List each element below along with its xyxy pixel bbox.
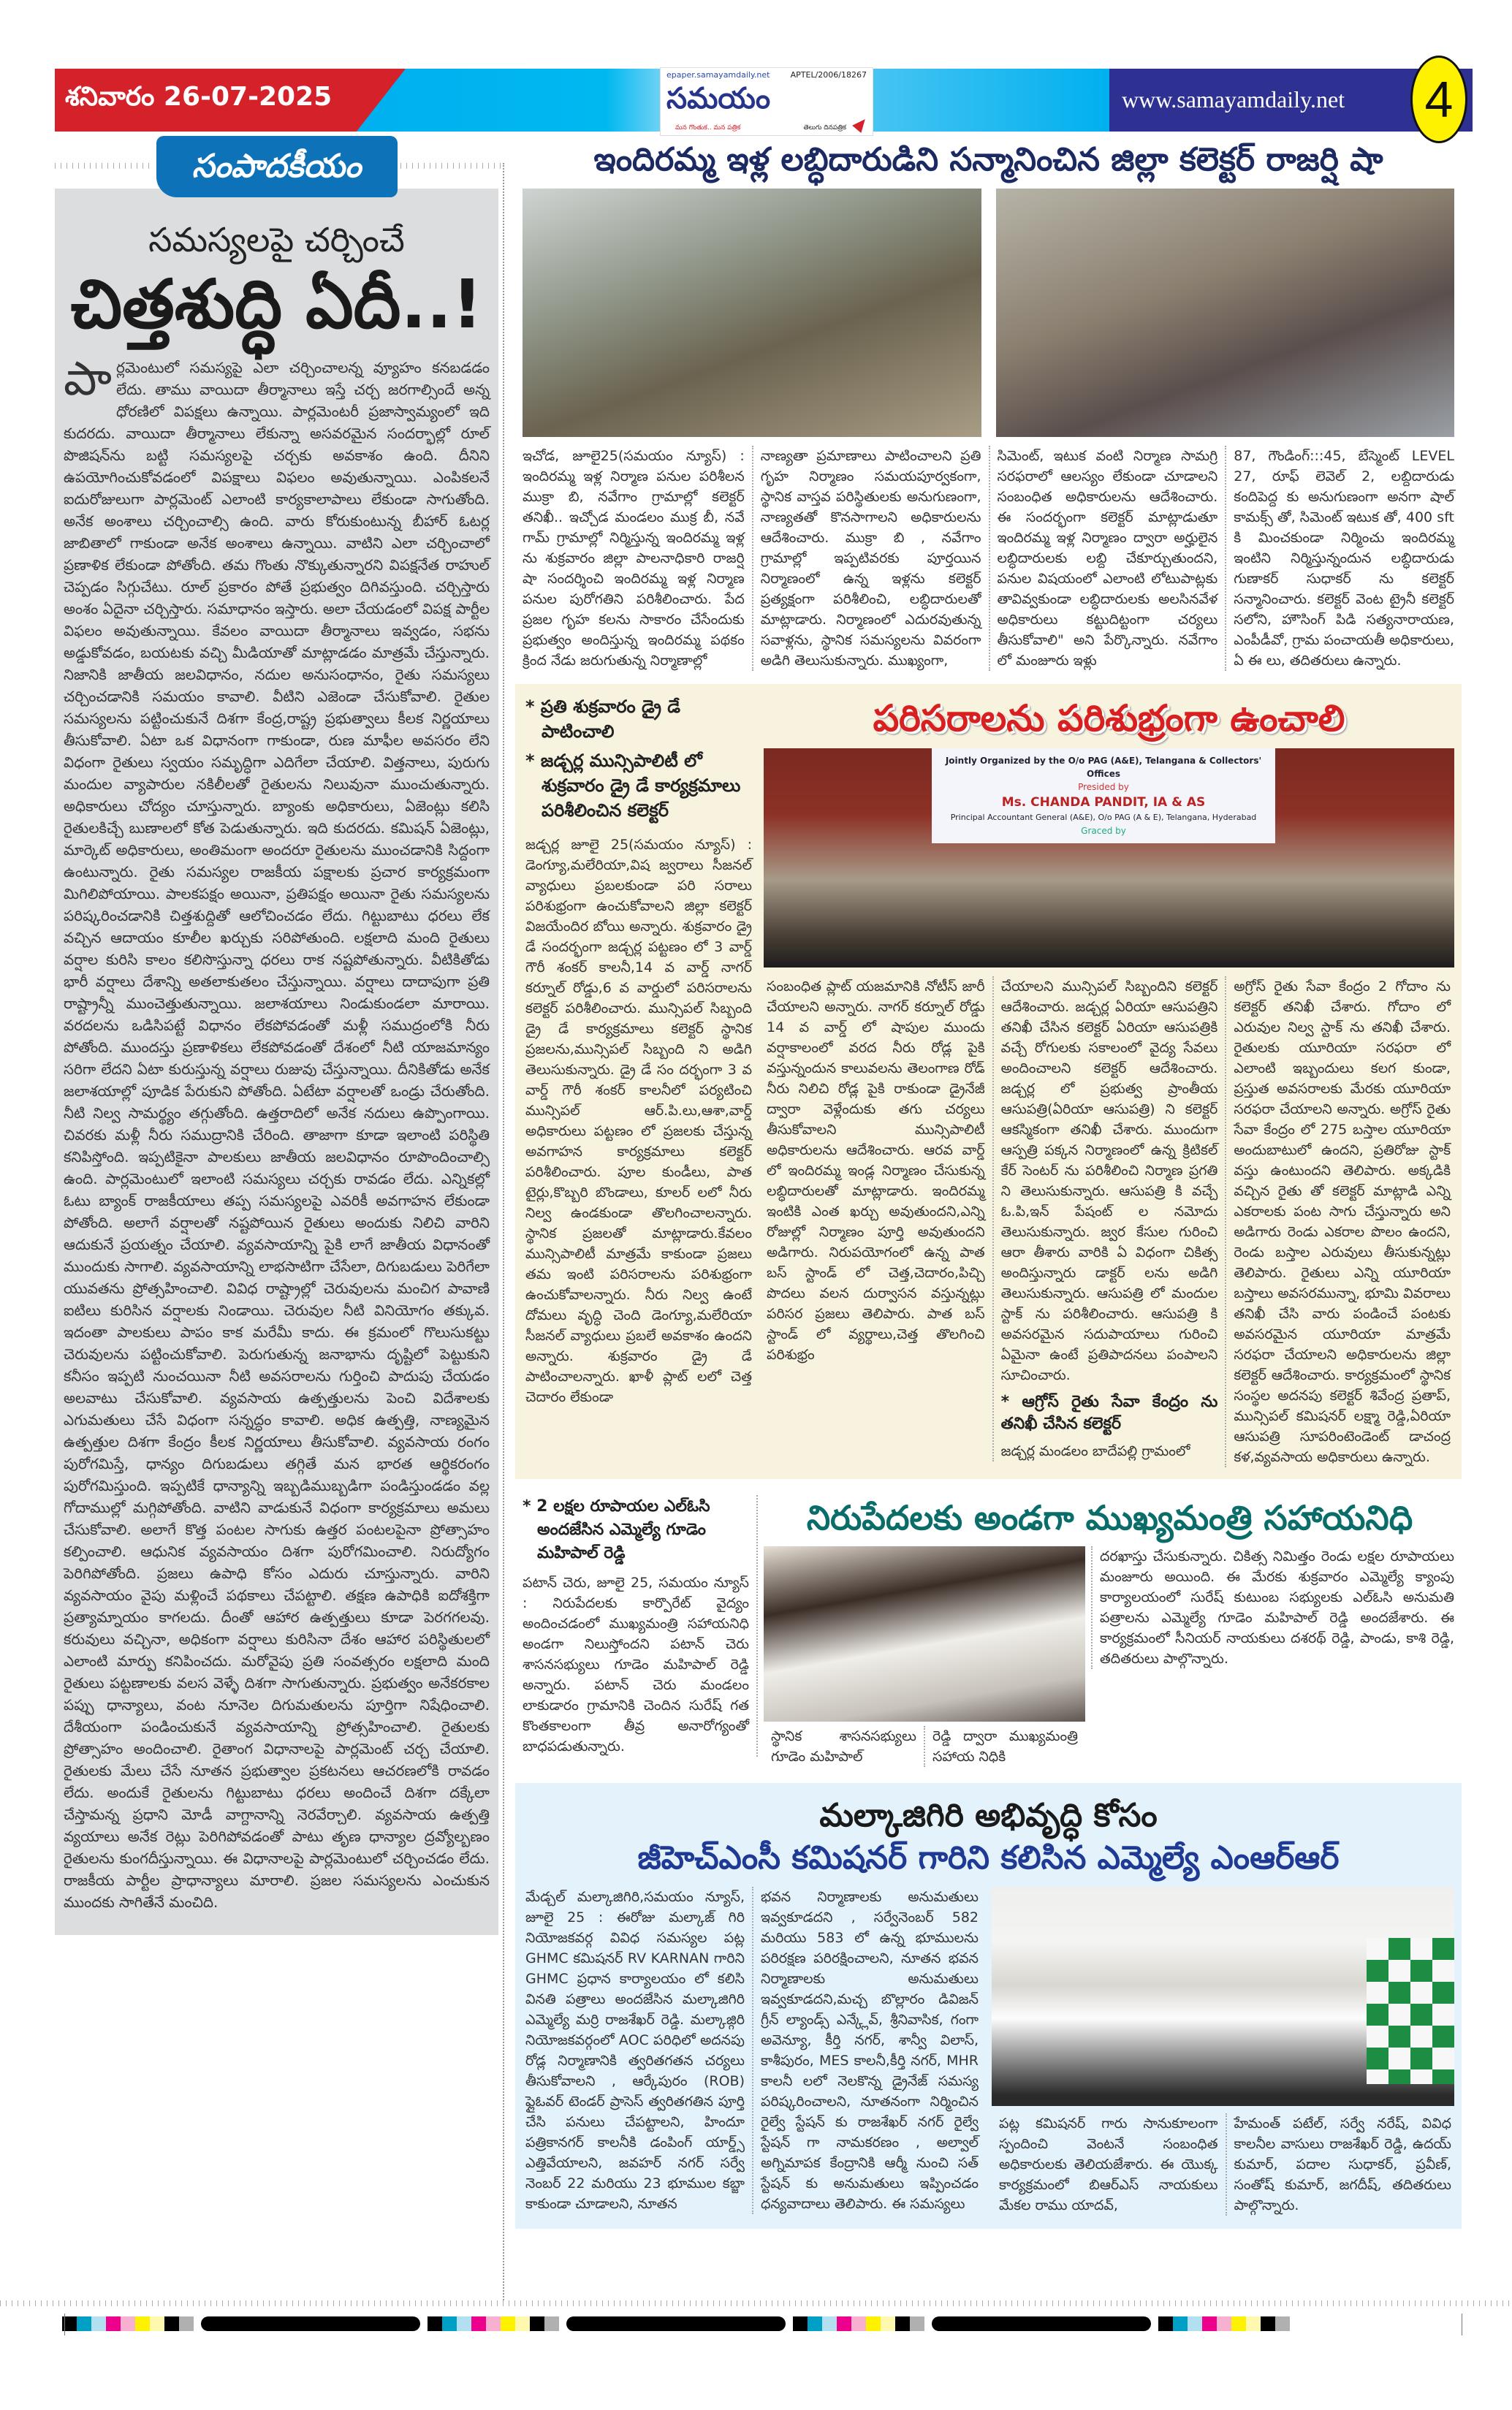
- pen-nib-icon: [852, 115, 870, 133]
- color-swatch: [837, 2316, 851, 2331]
- event-banner: [932, 748, 1275, 843]
- page-footer: [0, 2300, 1512, 2331]
- registration-mark: [64, 2314, 65, 2335]
- color-swatch: [457, 2316, 471, 2331]
- story1-photos: [523, 189, 1454, 437]
- tagline-right: తెలుగు దినపత్రిక: [803, 124, 846, 132]
- color-swatch: [1246, 2316, 1261, 2331]
- color-swatch: [1217, 2316, 1231, 2331]
- decorative-border: [0, 2300, 1512, 2306]
- story3-lead-text: పటాన్ చెరు, జూలై 25, సమయం న్యూస్ : నిరుపేదలకు కార్పొరేట్ వైద్యం అందించడంలో ముఖ్యమంత్రి సహాయనిధి అండగా నిలుస్తోందని పటాన్ చెరు శాసనసభ్యులు గూడెం మహిపాల్ రెడ్డి అన్నారు. పటాన్ చెరు మండలం లాకుడారం గ్రామానికి చెందిన సురేష్ గత కొంతకాలంగా తీవ్ర అనారోగ్యంతో బాధపడుతున్నారు.: [523, 1575, 749, 1755]
- story2-bullet: * జడ్చర్ల మున్సిపాలిటీ లో శుక్రవారం డ్రై డే కార్యక్రమాలు పరిశీలించిన కలెక్టర్: [525, 750, 741, 821]
- masthead-cyan-band-right: [872, 69, 1109, 132]
- main-news-area: [515, 139, 1462, 2229]
- story3-photo-cheque: [764, 1546, 1085, 1722]
- color-swatch: [1188, 2316, 1202, 2331]
- story2-column-text: చేయాలని మున్సిపల్ సిబ్బందిని కలెక్టర్ ఆదేశించారు. జడ్చర్ల ఏరియా ఆసుపత్రిని తనిఖీ చేసిన కలెక్టర్ ఏరియా ఆసుపత్రికి వచ్చే రోగులకు సకాలంలో వైద్య సేవలు అందించాలని కలెక్టర్ ఆదేశించారు. జడ్చర్ల లో ప్రభుత్వ ప్రాంతీయ ఆసుపత్రి(ఏరియా ఆసుపత్రి) ని కలెక్టర్ ఆకస్మికంగా తనిఖీ చేశారు. ముందుగా ఆస్పత్రి పక్కన నిర్మాణంలో ఉన్న క్రిటికల్ కేర్ సెంటర్ ను పరిశీలించి నిర్మాణ ప్రగతి ని తెలుసుకున్నారు. ఆసుపత్రి కి వచ్చే ఓ.పి,ఇన్ పేషంట్ ల నమోదు తెలుసుకున్నారు. జ్వర కేసుల గురించి ఆరా తీశారు వారికి ఏ విధంగా చికిత్స అందిస్తున్నారు డాక్టర్ లను అడిగి తెలుసుకున్నారు. ఆసుపత్రి లో మందుల స్టాక్ ను పరిశీలించారు. ఆసుపత్రి కి అవసరమైన సదుపాయాలు గురించి ఏమైనా ఉంటే ప్రతిపాదనలు పంపాలని సూచించారు.: [1000, 978, 1218, 1383]
- story2-left: [518, 694, 759, 1407]
- story4-body: [518, 1887, 986, 2214]
- story2-subhead: * ఆగ్రోస్ రైతు సేవా కేంద్రం ను తనిఖీ చేసిన కలెక్టర్: [1000, 1393, 1218, 1433]
- editorial-kicker: సమస్యలపై చర్చించే: [148, 220, 405, 259]
- registration-number: APTEL/2006/18267: [790, 70, 867, 80]
- story4-column: పట్ల కమిషనర్ గారు సానుకూలంగా స్పందించి వెంటనే సంబంధిత అధికారులకు తెలియజేశారు. ఈ యొక్క కార్యక్రమంలో బిఆర్ఎస్ నాయకులు మేకల రాము యాదవ్,: [999, 2116, 1218, 2213]
- story4-right: [986, 1887, 1459, 2216]
- banner-line: Presided by: [1078, 782, 1129, 792]
- story4-panel: [515, 1783, 1462, 2229]
- story3: [515, 1495, 1462, 1767]
- story3-left: [515, 1495, 758, 1757]
- story1-photo-honor: [996, 189, 1455, 437]
- color-swatch: [793, 2316, 808, 2331]
- story3-right-text: దరఖాస్తు చేసుకున్నారు. చికిత్స నిమిత్తం రెండు లక్షల రూపాయలు మంజూరు అయింది. ఈ మేరకు శుక్రవారం ఎమ్మెల్యే క్యాంపు కార్యాలయంలో సురేష్ కుటుంబ సభ్యులకు ఎల్ఓసి అనుమతి పత్రాలను ఎమ్మెల్యే గూడెం మహిపాల్ రెడ్డి అందజేశారు. ఈ కార్యక్రమంలో సీనియర్ నాయకులు దశరథ్ రెడ్డి, పాండు, కాశి రెడ్డి, తదితరులు పాల్గొన్నారు.: [1091, 1546, 1462, 1669]
- story2-lead-text: జడ్చర్ల జూలై 25(సమయం న్యూస్) : డెంగ్యూ,మలేరియా,విష జ్వరాలు సీజనల్ వ్యాధులు ప్రబలకుండా పరి సరాలు పరిశుభ్రంగా ఉంచుకోవాలని జిల్లా కలెక్టర్ విజయేందిర బోయి అన్నారు. శుక్రవారం డ్రై డే సందర్భంగా జడ్చర్ల పట్టణం లో 3 వార్డ్ గౌరీ శంకర్ కాలనీ,14 వ వార్డ్ నాగర్ కర్నూల్ రోడ్డు,6 వ వార్డులో పరిసరాలను కలెక్టర్ పరిశీలించారు. మున్సిపల్ సిబ్బంది డ్రై డే కార్యక్రమాలు కలెక్టర్ స్థానిక ప్రజలను,మున్సిపల్ సిబ్బంది ని అడిగి తెలుసుకున్నారు. డ్రై డే సం దర్భంగా 3 వ వార్డ్ గౌరీ శంకర్ కాలనీలో పర్యటించి మున్సిపల్ ఆర్.పి.లు,ఆశా,వార్డ్ అధికారులు పట్టణం లో ప్రజలకు చేస్తున్న అవగాహన కార్యక్రమాలు కలెక్టర్ పరిశీలించారు. పూల కుండీలు, పాత టైర్లు,కొబ్బరి బొండాలు, కూలర్ లలో నీరు నిల్వ ఉండకుండా తొలగించాలన్నారు. స్థానిక ప్రజలతో మాట్లాడారు.కేవలం మున్సిపాలిటీ మాత్రమే కాకుండా ప్రజలు తమ ఇంటి పరిసరాలను పరిశుభ్రంగా ఉంచుకోవాలన్నారు. నీరు నిల్వ ఉంటే దోమలు వృద్ధి చెంది డెంగ్యూ,మలేరియా సీజనల్ వ్యాధులు ప్రబలే అవకాశం ఉందని అన్నారు. శుక్రవారం డ్రై డే పాటించాలన్నారు. ఖాళీ ప్లాట్ లలో చెత్త చెదారం లేకుండా: [525, 837, 752, 1405]
- print-color-bar: [62, 2316, 1450, 2331]
- story2-column: అగ్రోస్ రైతు సేవా కేంద్రం 2 గోదాం ను కలెక్టర్ తనిఖీ చేశారు. గోదాం లో ఎరువుల నిల్వ స్టాక్ ను తనిఖీ చేశారు. రైతులకు యూరియా సరఫరా లో ఎలాంటి ఇబ్బందులు కలగ కుండా, ప్రస్తుత అవసరాలకు మేరకు యూరియా సరఫరా చేయాలని అన్నారు. అగ్రోస్ రైతు సేవా కేంద్రం లో 275 బస్తాల యూరియా అందుబాటులో ఉందని, ప్రతిరోజు స్టాక్ వస్తు ఉంటుందని తెలిపారు. అక్కడికి వచ్చిన రైతు తో కలెక్టర్ మాట్లాడి ఎన్ని ఎకరాలకు పంట సాగు చేస్తున్నారు అని అడిగారు రెండు ఎకరాల పొలం ఉందని, రెండు బస్తాల ఎరువులు తీసుకున్నట్లు తెలిపారు. రైతులు ఎన్ని యూరియా బస్తాలు అవసరమున్నా, భూమి వివరాలు తనిఖీ చేసి వారు పండించే పంటకు అవసరమైన యూరియా మాత్రమే సరఫరా చేయాలని అధికారులను జిల్లా కలెక్టర్ ఆదేశించారు. కార్యక్రమంలో స్థానిక సంస్థల అదనపు కలెక్టర్ శివేంద్ర ప్రతాప్, మున్సిపల్ కమిషనర్ లక్ష్మా రెడ్డి,ఏరియా ఆసుపత్రి సూపరింటెండెంట్ డాచంద్ర కళ,వ్యవసాయ అధికారులు ఉన్నారు.: [1225, 976, 1458, 1467]
- color-swatch: [515, 2316, 530, 2331]
- color-swatch: [442, 2316, 457, 2331]
- story4-headline-line2[interactable]: జీహెచ్ఎంసీ కమిషనర్ గారిని కలిసిన ఎమ్మెల్యే ఎంఆర్ఆర్: [637, 1839, 1340, 1877]
- website-link[interactable]: www.samayamdaily.net: [1122, 86, 1345, 113]
- banner-line: Jointly Organized by the O/o PAG (A&E), Telangana & Collectors' Offices: [945, 756, 1262, 779]
- color-swatch: [530, 2316, 544, 2331]
- color-swatch: [851, 2316, 866, 2331]
- masthead-cyan-band: [354, 69, 669, 132]
- story3-photo-block: [758, 1546, 1085, 1767]
- color-swatch: [471, 2316, 486, 2331]
- epaper-url[interactable]: epaper.samayamdaily.net: [666, 70, 770, 80]
- story2-headline[interactable]: పరిసరాలను పరిశుభ్రంగా ఉంచాలి: [873, 697, 1345, 740]
- story4-column: మేడ్చల్ మల్కాజిగిరి,సమయం న్యూస్, జూలై 25 : ఈరోజు మల్కాజ్ గిరి నియోజకవర్గ వివిధ సమస్యల పట్ల GHMC కమిషనర్ RV KARNAN గారిని GHMC ప్రధాన కార్యాలయం లో కలిసి వినతి పత్రాలు అందజేసిన మల్కాజిగిరి ఎమ్మెల్యే మర్రి రాజశేఖర్ రెడ్డి. మల్కాజ్గిరి నియోజకవర్గంలో AOC పరిధిలో అదనపు రోడ్ల నిర్మాణానికి త్వరితగతన చర్యలు తీసుకోవాలని , ఆర్కేపురం (ROB) ఫ్లైఓవర్ టెండర్ ప్రాసెస్ త్వరితగతిన పూర్తి చేసి పనులు చేపట్టాలని, హిందూ పత్రికానగర్ కాలనీకి డంపింగ్ యార్డ్స్ ఎత్తివేయాలని, జవహర్ నగర్ సర్వే నెంబర్ 22 మరియు 23 భూముల కబ్జా కాకుండా చూడాలని, నూతన: [525, 1889, 745, 2212]
- color-swatch: [1275, 2316, 1290, 2331]
- newspaper-logo[interactable]: [660, 67, 873, 136]
- page-number-badge: 4: [1410, 56, 1467, 143]
- drop-cap: పా: [64, 352, 112, 406]
- editorial-body: [64, 352, 490, 1913]
- masthead: [55, 69, 1473, 132]
- story3-bullet: * 2 లక్షల రూపాయల ఎల్‌ఓసి అందజేసిన ఎమ్మెల్యే గూడెం మహిపాల్ రెడ్డి: [523, 1497, 710, 1562]
- black-block: [932, 2316, 1151, 2331]
- color-swatch: [179, 2316, 194, 2331]
- color-swatch: [822, 2316, 837, 2331]
- color-swatch: [150, 2316, 164, 2331]
- color-swatch: [486, 2316, 501, 2331]
- story4-column: భవన నిర్మాణాలకు అనుమతులు ఇవ్వకూడదని , సర్వేనెంబర్ 582 మరియు 583 లో ఉన్న భూములను పరిరక్షణ పరిరక్షించాలని, నూతన భవన నిర్మాణాలకు అనుమతులు ఇవ్వకూడదని,మచ్చ బొల్లారం డివిజన్ గ్రీన్ ల్యాండ్స్ ఎన్క్లేవ్, శ్రీనివాసిక, గంగా అవెన్యూ, కీర్తి నగర్, శాన్వీ విలాస్, కాశీపురం, MES కాలనీ,కీర్తి నగర్, MHR కాలనీ లలో నెలకొన్న డ్రైనేజ్ సమస్య పరిష్కరించాలని, నూతనంగా నిర్మించిన రైల్వే స్టేషన్ కు రాజశేఖర్ నగర్ రైల్వే స్టేషన్ గా నామకరణం , అల్వాల్ అగ్నిమాపక కేంద్రానికి ఆర్మీ నుంచి సత్ స్టేషన్ కు అనుమతులు ఇప్పించడం ధన్యవాదాలు తెలిపారు. ఈ సమస్యలు: [752, 1887, 986, 2214]
- story2-subhead-follow: జడ్చర్ల మండలం బాదేపల్లి గ్రామంలో: [1000, 1443, 1190, 1459]
- banner-line: Graced by: [1081, 826, 1126, 836]
- editorial: [55, 136, 498, 1935]
- story4-column: హేమంత్ పటేల్, సర్వే నరేష్, వివిధ కాలనీల వాసులు రాజశేఖర్ రెడ్డి, ఉదయ్ కుమార్, పదాల సుధాకర్, ప్రవీణ్, సంతోష్ కుమార్, జగదీష్, తదితరులు పాల్గొన్నారు.: [1226, 2113, 1459, 2216]
- color-swatch: [121, 2316, 135, 2331]
- banner-line: Ms. CHANDA PANDIT, IA & AS: [1001, 795, 1206, 810]
- story2-column: [992, 976, 1226, 1461]
- color-swatch: [1173, 2316, 1188, 2331]
- story4-bottom: [992, 2113, 1459, 2216]
- color-swatch: [91, 2316, 106, 2331]
- story2-panel: [515, 684, 1462, 1479]
- story1-column: సిమెంట్, ఇటుక వంటి నిర్మాణ సామగ్రి సరఫరాలో ఆలస్యం లేకుండా చూడాలని సంబంధిత అధికారులను ఆదేశించారు. ఈ సందర్భంగా కలెక్టర్ మాట్లాడుతూ ఇందిరమ్మ ఇళ్ల నిర్మాణం ద్వారా అర్హులైన లబ్ధిదారులకు లబ్ది చేకూర్చుతుందని, పనుల విషయంలో ఎలాంటి లోటుపాట్లకు తావివ్వకుండా లబ్ధిదారులకు అలసినవేళ అధికారులు కట్టుదిట్టంగా చర్యలు తీసుకోవాలి" అని పేర్కొన్నారు. నవేగాం లో మంజూరు ఇళ్లు: [989, 446, 1226, 671]
- banner-line: Principal Accountant General (A&E), O/o PAG (A & E), Telangana, Hyderabad: [950, 813, 1257, 822]
- paper-name: సమయం: [666, 82, 771, 115]
- story1-column: ఇచోడ, జూలై25(సమయం న్యూస్) : ఇందిరమ్మ ఇళ్ల నిర్మాణ పనుల పరిశీలన ముక్రా బి, నవేగాం గ్రామాల్లో కలెక్టర్ తనిఖీ.. ఇచ్చోడ మండలం ముక్ర బీ, నవే గామ్ గ్రామాల్లో నిర్మిస్తున్న ఇందిరమ్మ ఇళ్ల ను శుక్రవారం జిల్లా పాలనాధికారి రాజర్షి షా సందర్శించి ఇందిరమ్మ ఇళ్ల నిర్మాణ పనుల పురోగతిని పరిశీలించారు. పేద ప్రజల గృహ కలను సాకారం చేసేందుకు ప్రభుత్వం అందిస్తున్న ఇందిరమ్మ పథకం క్రింద నేడు జరుగుతున్న నిర్మాణాల్లో: [523, 448, 745, 669]
- color-swatch: [106, 2316, 121, 2331]
- color-swatch: [808, 2316, 822, 2331]
- story1-column: నాణ్యతా ప్రమాణాలు పాటించాలని ప్రతి గృహ నిర్మాణం సమయపూర్వకంగా, స్థానిక వాస్తవ పరిస్థితులకు అనుగుణంగా, నాణ్యతతో కొనసాగాలని అధికారులను ఆదేశించారు. ముక్రా బి , నవేగాం గ్రామాల్లో ఇప్పటివరకు పూర్తయిన నిర్మాణంలో ఉన్న ఇళ్లను కలెక్టర్ ప్రత్యక్షంగా పరిశీలించి, లబ్ధిదారులతో మాట్లాడారు. నిర్మాణంలో ఎదురవుతున్న సవాళ్లను, స్థానిక సమస్యలను వివరంగా అడిగి తెలుసుకున్నారు. ముఖ్యంగా,: [752, 446, 989, 671]
- color-swatch: [544, 2316, 559, 2331]
- editorial-text: ర్లమెంటులో సమస్యపై ఎలా చర్చించాలన్న వ్యూహం కనబడడం లేదు. తాము వాయిదా తీర్మానాలు ఇస్తే చర్చ జరగాల్సిందే అన్న ధోరణిలో విపక్షలు ఉన్నాయి. పార్లమెంటరీ ప్రజాస్వామ్యంలో ఇది కుదరదు. వాయిదా తీర్మానాలు లేకున్నా అసవరమైన సందర్భాల్లో రూల్ పొజిషన్‌ను బట్టి సమస్యలపై చర్చకు అవకాశం ఉంది. దీనిని ఉపయోగించుకోవడంలో విపక్షాలు విఫలం అవుతున్నాయి. ఎంపికలనే ఐదురోజులుగా పార్లమెంట్ ఎలాంటి కార్యకాలాపాలు లేకుండా సాగుతోంది. అనేక అంశాలు చర్చించాల్సి ఉంది. వారు కోరుకుంటున్న బీహార్ ఓటర్ల జాబితాలో గాకుండా అనేక అంశాలు ఉన్నాయి. వాటిని ఎలా చర్చించాలో ప్రణాళిక లేకుండా పోతోంది. తమ గొంతు నొక్కుతున్నారని విపక్షనేత రాహుల్ చెప్పడం సిగ్గుచేటు. రూల్ ప్రకారం పోతే ప్రభుత్వం దిగివస్తుంది. చర్చిస్తారు అంశం ఏదైనా చర్చిస్తారు. సమాధానం ఇస్తారు. అలా చేయడంలో విపక్ష పార్టీల విఫలం అవుతున్నాయి. కేవలం వాయిదా తీర్మానాలు ఇవ్వడం, సభను అడ్డుకోవడం, బయటకు వచ్చి మీడియాతో మాట్లాడడం మాత్రమే చేస్తున్నారు. నిజానికి జాతీయ జలవిధానం, నదుల అనుసంధానం, రైతు సమస్యలు చర్చించడానికి సమయం కావాలి. వీటిని ఎజెండా చేసుకోవాలి. రైతుల సమస్యలను పట్టించుకునే దిశగా కేంద్ర,రాష్ట్ర ప్రభుత్వాలు కీలక నిర్ణయాలు తీసుకోవాలి. ఏటా ఒక విధానంగా గాకుండా, రుణ మాఫీల అవసరం లేని విధంగా రైతులు స్వయం సమృద్ధిగా ఎదిగేలా చేయాలి. విత్తనాలు, పురుగు మందుల వ్యాపారుల నకిలీలతో రైతులను నిలువునా ముంచుతున్నారు. అధికారులు చోద్యం చూస్తున్నారు. బ్యాంకు అధికారులు, ఏజెంట్లు కలిసి రైతులకిచ్చే బుణాలలో కోత పెడుతున్నారు. ఇది కుదరదు. కమిషన్ ఏజెంట్లు, మార్కెట్ అధికారులు, అంతిమంగా అందరూ రైతులను ముంచడానికి సిద్దంగా ఉంటున్నారు. రైతు సమస్యల రాజకీయ పక్షాలకు ప్రచార కార్యక్రమంగా మిగిలిపోయాయి. పాలకపక్షం అయినా, ప్రతిపక్షం అయినా రైతు సమస్యలను పరిష్కరించడానికి చిత్తశుద్దితో ఆలోచించడం లేదు. గిట్టుబాటు ధరలు లేక వచ్చిన ఆదాయం కూలీల ఖర్చుకు సరిపోతుంది. లక్షలాది మంది రైతులు వర్షాల కురిసి కాలం కలిసొస్తున్నా ధరలు రాక నష్టపోతున్నారు. వీటికితోడు భారీ వర్షాలు దేశాన్ని అతలాకుతలం చేస్తున్నాయి. వర్షాలు దాదాపుగా ప్రతి రాష్ట్రాన్నీ ముంచెత్తుతున్నాయి. జలాశయాలు నిండుకుండలా మారాయి. వరదలను ఒడిసిపట్టే విధానం లేకపోవడంతో మళ్లీ సముద్రంలోకి నీరు పోతోంది. ముందస్తు ప్రణాళికలు లేకపోవడంతో దేశంలో నీటి యాజమాన్యం సరిగా లేదని ఏటా కురుస్తున్న వర్షాలు రుజువు చేస్తున్నాయి. దీనికితోడు అనేక జలాశయాల్లో పూడిక పేరుకుని పోతోంది. ఏటేటా వర్షాలతో ఒండ్రు చేరుతోంది. నీటి నిల్వ సామర్థ్యం తగ్గుతోంది. ఉత్తరాదిలో అనేక నదులు ఉప్పొంగాయి. చివరకు మళ్లీ నీరు సముద్రానికి చేరింది. తాజాగా కూడా ఇలాంటి పరిస్థితి కనిపిస్తోంది. ఇప్పటికైనా పాలకులు జాతీయ జలవిధానం రూపొందించాల్సి ఉంది. పార్లమెంటులో ఇలాంటి సమస్యలు చర్చకు రావడం లేదు. ఎన్నికల్లో ఓటు బ్యాంక్ రాజకీయాలు తప్ప సమస్యలపై ఎవరికీ అవగాహన లేకుండా పోతోంది. అలాగే వర్షాలతో నష్టపోయిన రైతులు అందుకు నిలిచి వారిని ఆదుకునే ప్రయత్నం చేయాలి. వ్యవసాయాన్ని పైకి లాగే జాతీయ విధానంతో ముందుకు సాగాలి. వ్యవసాయాన్ని లాభసాటిగా చేసేలా, దిగుబడులు పెరిగేలా యువతను ప్రోత్సహించాలి. వివిధ రాష్ట్రాల్లో చెరువులను మంచిగ పావాణి ఐటిలు కురిసిన వర్షాలకు నిండాయి. చెరువుల నీటి వినియోగం తక్కువ. ఇదంతా పాలకులు పాపం కాక మరేమీ కాదు. ఈ క్రమంలో గొలుసుకట్టు చెరువులను పట్టించుకోవాలి. పెరుగుతున్న జనాభాను దృష్టిలో పెట్టుకుని కనీసం ఇప్పటి నుంచయినా నీటి అవసరాలను గుర్తించి పాదుపు చేయడం అలవాటు చేసుకోవాలి. వ్యవసాయ ఉత్పత్తులను పెంచి విదేశాలకు ఎగుమతులు చేసే విధంగా సన్నద్ధం కావాలి. అధిక ఉత్పత్తి, నాణ్యమైన ఉత్పత్తుల దిశగా కేంద్రం కీలక నిర్ణయాలు తీసుకోవాలి. వ్యవసాయ రంగం పురోగమిస్తే, ధాన్యం దిగుబడులు తగ్గితే మన భారత ఆర్థికరంగం పురోగమిస్తుంది. ఇప్పటికే ధాన్యాన్ని ఇబ్బడిముబ్బడిగా పండిస్తుండడం వల్ల గోదాముల్లో మగ్గిపోతోంది. వాటిని వాడుకునే విధంగా కార్యక్రమాలు అమలు చేసుకోవాలి. అలాగే కొత్త పంటల సాగుకు ఉత్తర పంటలపైనా ప్రోత్సాహం కల్పించాలి. ఆధునిక వ్యవసాయం దిశగా పురోగమించాలి. నిరుద్యోగం పెరిగిపోతోంది. ప్రజలు ఉపాధి కోసం ఎదురు చూస్తున్నారు. వారిని వ్యవసాయం వైపు మళ్లించే పథకాలు చేపట్టాలి. తక్షణ ఉపాధికి ఐదోశక్తిగా ప్రత్యామ్నాయం కాగలదు. దీంతో ఆహార ఉత్పత్తులు కూడా పెరగగలవు. కరువులు వచ్చినా, అధికంగా వర్షాలు కురిసినా దేశం ఆహార పరిస్థితులలో ఎలాంటి మార్పు కనిపించదు. మరోవైపు ప్రతి సంవత్సరం లక్షలాది మంది రైతులు పట్టణాలకు వలస వెళ్ళే దిశగా సాగుతున్నారు. ప్రభుత్వం అనేకరకాల పప్పు ధాన్యాలు, వంట నూనెల దిగుమతులను పూర్తిగా నిషేధించాలి. దేశీయంగా పండించుకునే వ్యవసాయాన్ని ప్రోత్సహించాలి. రైతులకు ప్రోత్సాహం అందించాలి. రైతాంగ విధానాలపై పార్లమెంట్ చర్చ చేయాలి. రైతులకు మేలు చేసే నూతన ప్రభుత్వాల ప్రకటనలు ఆచరణలోకి రావడం లేదు. అందుకే రైతులను గిట్టుబాటు ధరలు అందించే దిశగా దక్కేలా చేస్తామన్న ప్రధాని మోడీ వాగ్దానాన్ని నెరవేర్చాలి. వ్యవసాయ ఉత్పత్తి వ్యయాలు అనేక రెట్లు పెరిగిపోవడంతో పాటు తృణ ధాన్యాల ద్రవ్యోల్బణం రైతులను కుంగదీస్తున్నాయి. ఈ విధానాలపై పార్లమెంటులో చర్చించడం లేదు. రాజకీయ పార్టీల ప్రాధాన్యాలు మారాలి. ప్రజల సమస్యలను ఎంచుకున ముందకు సాగితేనే మంచిది.: [64, 359, 490, 1911]
- color-swatch: [1261, 2316, 1275, 2331]
- story2-right: [759, 694, 1459, 1467]
- story1-column: 87, గౌండింగ్:::45, బేస్మెంట్ LEVEL 27, రూఫ్ లెవెల్ 2, లబ్దిదారుడు కందిపెద్ద కు అనుగుణంగా అనగా షాల్ కామక్స్ తో, సిమెంట్ ఇటుక తో, 400 sft కి మించకుండా నిర్మించు ఇందిరమ్మ ఇంటిని నిర్మిస్తున్నందున లబ్ధిదారుడు గుణాకర్ సుధాకర్ ను కలెక్టర్ సన్మానించారు. కలెక్టర్ వెంట ట్రైనీ కలెక్టర్ సలోని, హౌసింగ్ పిడి సత్యనారాయణ, ఎంపీడీవో, గ్రామ పంచాయతీ అధికారులు, ఏ ఈ లు, తదితరులు ఉన్నారు.: [1225, 446, 1462, 671]
- editorial-section-label: సంపాదకీయం: [156, 136, 398, 197]
- story2-bullet: * ప్రతి శుక్రవారం డ్రై డే పాటించాలి: [525, 696, 681, 742]
- color-swatch: [1158, 2316, 1173, 2331]
- color-swatch: [1202, 2316, 1217, 2331]
- story2-photo-event: [764, 748, 1454, 968]
- story3-right: [758, 1495, 1462, 1767]
- color-swatch: [501, 2316, 515, 2331]
- tagline-left: మన గొంతుక.. మన పత్రిక: [675, 124, 741, 132]
- editorial-panel: [55, 189, 498, 1935]
- color-swatch: [1231, 2316, 1246, 2331]
- issue-date: శనివారం 26-07-2025: [65, 82, 333, 112]
- color-swatch: [910, 2316, 924, 2331]
- color-swatch: [428, 2316, 442, 2331]
- story1-photo-inspection: [523, 189, 981, 437]
- color-swatch: [866, 2316, 881, 2331]
- ghmc-backdrop: [1367, 1938, 1454, 2084]
- story2-bullets: [518, 694, 759, 835]
- story1: [515, 139, 1462, 671]
- color-swatch: [881, 2316, 895, 2331]
- color-swatch: [164, 2316, 179, 2331]
- column-rule: [503, 163, 504, 2300]
- color-swatch: [135, 2316, 150, 2331]
- story3-caption: స్థానిక శాసనసభ్యులు గూడెం మహిపాల్: [771, 1728, 916, 1765]
- story3-headline[interactable]: నిరుపేదలకు అండగా ముఖ్యమంత్రి సహాయనిధి: [806, 1498, 1413, 1537]
- story3-caption: రెడ్డి ద్వారా ముఖ్యమంత్రి సహాయ నిధికి: [924, 1726, 1085, 1767]
- color-swatch: [895, 2316, 910, 2331]
- story2-body: [759, 976, 1459, 1467]
- story4-headline-line1[interactable]: మల్కాజిగిరి అభివృద్ధి కోసం: [819, 1797, 1158, 1834]
- black-block: [201, 2316, 420, 2331]
- story2-column: సంబంధిత ప్లాట్ యజమానికి నోటీస్ జారీ చేయాలని అన్నారు. నాగర్ కర్నూల్ రోడ్డు 14 వ వార్డ్ లో షాపుల ముందు వర్షాకాలంలో వరద నీరు రోడ్ల పైకి వస్తున్నందున కాలువలను తెలంగాణ రోడ్ నీరు నిలిచి రోడ్ల పైకి రాకుండా డ్రైనేజీ ద్వారా వెళ్లేందుకు తగు చర్యలు తీసుకోవాలని మున్సిపాలిటీ అధికారులను ఆదేశించారు. ఆరవ వార్డ్ లో ఇందిరమ్మ ఇండ్ల నిర్మాణం చేసుకున్న లబ్ధిదారులతో మాట్లాడారు. ఇందిరమ్మ ఇంటికి ఎంత ఖర్చు అవుతుందని,ఎన్ని రోజుల్లో నిర్మాణం పూర్తి అవుతుందని అడిగారు. నిరుపయోగంలో ఉన్న పాత బస్ స్టాండ్ లో చెత్త,చెదారం,పిచ్చి పొదలు వలన దుర్వాసన వస్తున్నట్లు పరిసర ప్రజలు తెలిపారు. పాత బస్ స్టాండ్ లో వ్యర్థాలు,చెత్త తొలగించి పరిశుభ్రం: [767, 978, 985, 1363]
- story1-body: [515, 446, 1462, 671]
- editorial-headline: చిత్తశుద్ధి ఏదీ..!: [70, 265, 483, 343]
- story1-headline[interactable]: ఇందిరమ్మ ఇళ్ల లబ్ధిదారుడిని సన్మానించిన జిల్లా కలెక్టర్ రాజర్షి షా: [593, 141, 1383, 178]
- black-block: [566, 2316, 786, 2331]
- story4-photo-meeting: [992, 1887, 1454, 2106]
- color-swatch: [77, 2316, 91, 2331]
